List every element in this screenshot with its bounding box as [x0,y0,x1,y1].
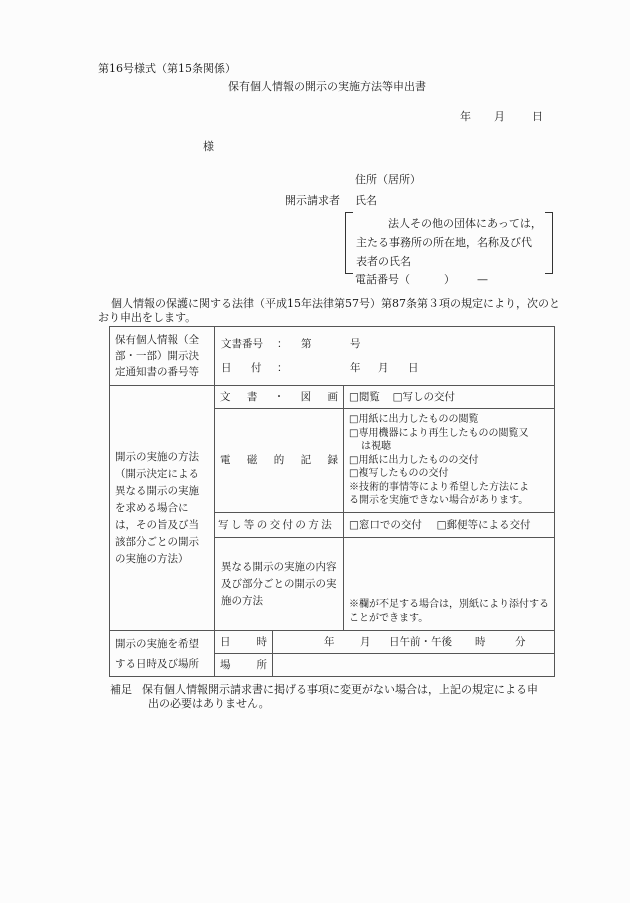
checkbox-option-counter[interactable]: □窓口での交付 [349,518,422,531]
method-type-different: 異なる開示の実施の内容及び部分ごとの開示の実施の方法 [215,538,344,631]
footnote-continuation: 出の必要はありません。 [148,697,270,710]
corp-note-line-1: 法人その他の団体にあっては， [388,217,542,230]
insufficient-space-note: ※欄が不足する場合は，別紙により添付することができます。 [349,599,549,624]
checkbox-option-view[interactable]: □閲覧 [349,390,380,403]
intro-paragraph: 個人情報の保護に関する法律（平成15年法律第57号）第87条第３項の規定により，次のとおり申出をします。 [98,297,560,324]
method-options-document [344,386,555,409]
place-label [215,654,273,677]
type-char: 的 [273,454,285,466]
phone-dash: — [477,273,488,286]
application-table [109,326,555,677]
datetime-label-char: 時 [256,635,267,648]
type-char: ・ [273,390,285,403]
decision-notice-fields [215,327,555,386]
footnote-label: 補足 [110,683,132,696]
doc-number-dai: 第 [301,338,312,350]
doc-number-colon: ： [277,338,288,350]
doc-number-go: 号 [350,338,361,350]
notice-date-colon: ： [277,362,288,374]
submission-date [460,110,543,124]
requester-label: 開示請求者 [285,194,340,207]
method-type-electromagnetic [215,409,344,513]
phone-label: 電話番号（ [355,273,410,286]
notice-date-day: 日 [408,362,419,374]
schedule-year: 年 [324,635,335,648]
decision-notice-row [110,327,555,386]
checkbox-option-print-delivery[interactable]: □用紙に出力したものの交付 [349,454,479,466]
schedule-minute: 分 [515,635,526,648]
date-month-label: 月 [494,110,505,123]
type-char: 記 [300,454,312,466]
notice-date-label-2: 付 [251,362,262,374]
form-number: 第16号様式（第15条関係） [98,62,236,75]
method-options-delivery [344,513,555,538]
notice-date-field[interactable] [221,356,548,380]
checkbox-option-device-playback[interactable]: □専用機器により再生したものの閲覧又 [349,427,529,439]
checkbox-option-copy-delivery[interactable]: □複写したものの交付 [349,468,449,480]
place-field[interactable] [273,654,555,677]
schedule-hour: 時 [475,635,486,648]
technical-note-line-2: る開示を実施できない場合があります。 [349,495,529,507]
date-day-label: 日 [532,110,543,123]
type-char: 書 [246,390,258,403]
type-char: 画 [327,390,338,403]
schedule-label: 開示の実施を希望する日時及び場所 [110,631,215,677]
place-label-char: 所 [256,658,267,671]
technical-note-line-1: ※技術的事情等により希望した方法によ [349,481,529,493]
method-row-document [110,386,555,409]
checkbox-option-mail[interactable]: □郵便等による交付 [436,518,531,531]
schedule-month: 月 [360,635,371,648]
document-title: 保有個人情報の開示の実施方法等申出書 [228,80,426,93]
bracket-right [545,212,553,274]
address-label: 住所（居所） [355,173,421,186]
notice-date-month: 月 [378,362,389,374]
type-char: 文 [220,390,231,403]
method-label: 開示の実施の方法（開示決定による異なる開示の実施を求める場合には，その旨及び当該部分ごとの開示の実施の方法） [110,386,215,631]
datetime-label [215,631,273,654]
option-continuation: は視聴 [361,441,391,453]
notice-date-year: 年 [350,362,361,374]
doc-number-field[interactable] [221,332,548,356]
method-type-document [215,386,344,409]
phone-line [355,273,488,287]
footnote-text: 保有個人情報開示請求書に掲げる事項に変更がない場合は，上記の規定による申 [142,683,538,696]
method-type-delivery: 写し等の交付の方法 [215,513,344,538]
doc-number-label: 文書番号 [221,338,263,350]
datetime-label-char: 日 [220,635,231,648]
footnote [110,683,565,711]
corp-note-line-3: 表者の氏名 [356,255,411,268]
checkbox-option-print-view[interactable]: □用紙に出力したものの閲覧 [349,414,479,426]
name-label: 氏名 [355,194,377,207]
place-label-char: 場 [220,658,231,671]
bracket-left [345,212,353,274]
phone-paren-close: ） [444,273,455,286]
type-char: 録 [327,454,338,466]
corp-note-line-2: 主たる事務所の所在地，名称及び代 [356,236,532,249]
date-year-label: 年 [460,110,471,123]
corporation-note [356,214,546,271]
method-options-electromagnetic [344,409,555,513]
type-char: 磁 [246,454,258,466]
datetime-field[interactable] [273,631,555,654]
checkbox-option-copy[interactable]: □写しの交付 [392,390,456,403]
type-char: 図 [300,390,312,403]
addressee-suffix: 様 [203,140,214,153]
method-different-input[interactable] [344,538,555,631]
schedule-day-ampm: 日午前・午後 [389,635,452,648]
notice-date-label-1: 日 [221,362,232,374]
decision-notice-label: 保有個人情報（全部・一部）開示決定通知書の番号等 [110,327,215,386]
type-char: 電 [220,454,231,466]
schedule-row-datetime [110,631,555,654]
